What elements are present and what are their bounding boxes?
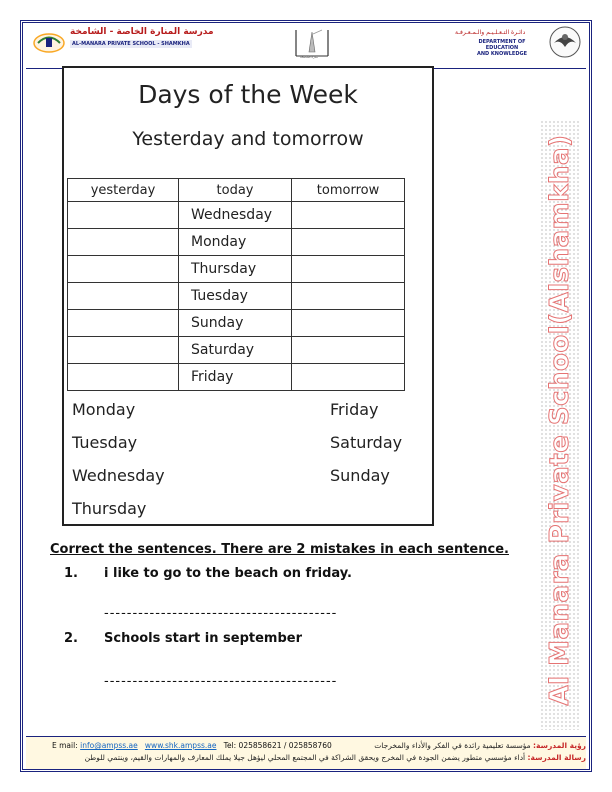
tomorrow-cell[interactable] <box>292 364 405 391</box>
today-cell: Thursday <box>179 256 292 283</box>
side-watermark-text: Al Manara Private School(Alshamkha) <box>545 134 575 706</box>
yesterday-cell[interactable] <box>68 310 179 337</box>
telephone: Tel: 025858621 / 025858760 <box>223 741 332 750</box>
column-header: today <box>179 179 292 202</box>
school-vision <box>374 741 586 750</box>
word-bank-item: Monday <box>72 400 136 419</box>
today-cell: Sunday <box>179 310 292 337</box>
yesterday-cell[interactable] <box>68 337 179 364</box>
today-cell: Monday <box>179 229 292 256</box>
tomorrow-cell[interactable] <box>292 310 405 337</box>
word-bank-item: Tuesday <box>72 433 138 452</box>
falcon-emblem-icon <box>548 25 582 59</box>
worksheet-title: Days of the Week <box>138 80 358 109</box>
tomorrow-cell[interactable] <box>292 202 405 229</box>
school-name-english: AL-MANARA PRIVATE SCHOOL - SHAMKHA <box>72 41 190 47</box>
yesterday-cell[interactable] <box>68 283 179 310</box>
question-2 <box>64 631 302 646</box>
yesterday-cell[interactable] <box>68 364 179 391</box>
worksheet-subtitle: Yesterday and tomorrow <box>132 128 364 150</box>
tomorrow-cell[interactable] <box>292 337 405 364</box>
days-table <box>67 178 405 391</box>
table-row <box>68 202 405 229</box>
word-bank-item: Saturday <box>330 433 403 452</box>
exercise-instruction: Correct the sentences. There are 2 mistakes in each sentence. <box>50 542 509 557</box>
column-header: yesterday <box>68 179 179 202</box>
email-link[interactable]: info@ampss.ae <box>80 741 138 750</box>
today-cell: Saturday <box>179 337 292 364</box>
table-row <box>68 283 405 310</box>
tomorrow-cell[interactable] <box>292 229 405 256</box>
question-1 <box>64 566 352 581</box>
column-header: tomorrow <box>292 179 405 202</box>
today-cell: Friday <box>179 364 292 391</box>
department-name-arabic: دائـرة التـعـلـيـم والـمـعـرفـة <box>455 29 526 36</box>
school-mission <box>85 753 586 762</box>
tomorrow-cell[interactable] <box>292 256 405 283</box>
question-text: Schools start in september <box>104 631 302 646</box>
yesterday-cell[interactable] <box>68 229 179 256</box>
word-bank-item: Thursday <box>72 499 147 518</box>
website-link[interactable]: www.shk.ampss.ae <box>144 741 217 750</box>
school-logo-icon <box>32 28 66 54</box>
vision-text: مؤسسة تعليمية رائدة في الفكر والأداء والمخرجات <box>374 741 531 750</box>
table-row <box>68 310 405 337</box>
yesterday-cell[interactable] <box>68 256 179 283</box>
table-row <box>68 364 405 391</box>
word-bank-item: Friday <box>330 400 379 419</box>
word-bank-item: Wednesday <box>72 466 165 485</box>
word-bank-item: Sunday <box>330 466 390 485</box>
mission-text: أداء مؤسسي متطور يضمن الجودة في المخرج ويحقق الشراكة في المجتمع المحلي ليؤهل جيلا يملك المعارف والمهارات والقيم، وينتمي للوطن <box>84 753 526 762</box>
today-cell: Tuesday <box>179 283 292 310</box>
table-row <box>68 256 405 283</box>
question-text: i like to go to the beach on friday. <box>104 566 352 581</box>
question-number: 1. <box>64 566 78 581</box>
department-name-english <box>463 39 541 57</box>
footer-contact <box>52 741 332 750</box>
department-line-2: AND KNOWLEDGE <box>476 51 528 57</box>
table-header-row <box>68 179 405 202</box>
answer-line-2[interactable]: ----------------------------------------- <box>104 674 338 689</box>
table-row <box>68 229 405 256</box>
answer-line-1[interactable]: ----------------------------------------- <box>104 606 338 621</box>
worksheet-box <box>62 66 434 526</box>
email-label: E mail: <box>52 741 78 750</box>
school-name-arabic: مدرسة المنارة الخاصة - الشامخة <box>70 27 214 37</box>
vision-label: رؤية المدرسة: <box>533 741 586 750</box>
department-line-1: DEPARTMENT OF EDUCATION <box>478 39 526 51</box>
mission-label: رسالة المدرسة: <box>527 753 586 762</box>
center-logo-caption: منارة الشامخة <box>300 55 318 59</box>
yesterday-cell[interactable] <box>68 202 179 229</box>
tomorrow-cell[interactable] <box>292 283 405 310</box>
today-cell: Wednesday <box>179 202 292 229</box>
table-row <box>68 337 405 364</box>
question-number: 2. <box>64 631 78 646</box>
